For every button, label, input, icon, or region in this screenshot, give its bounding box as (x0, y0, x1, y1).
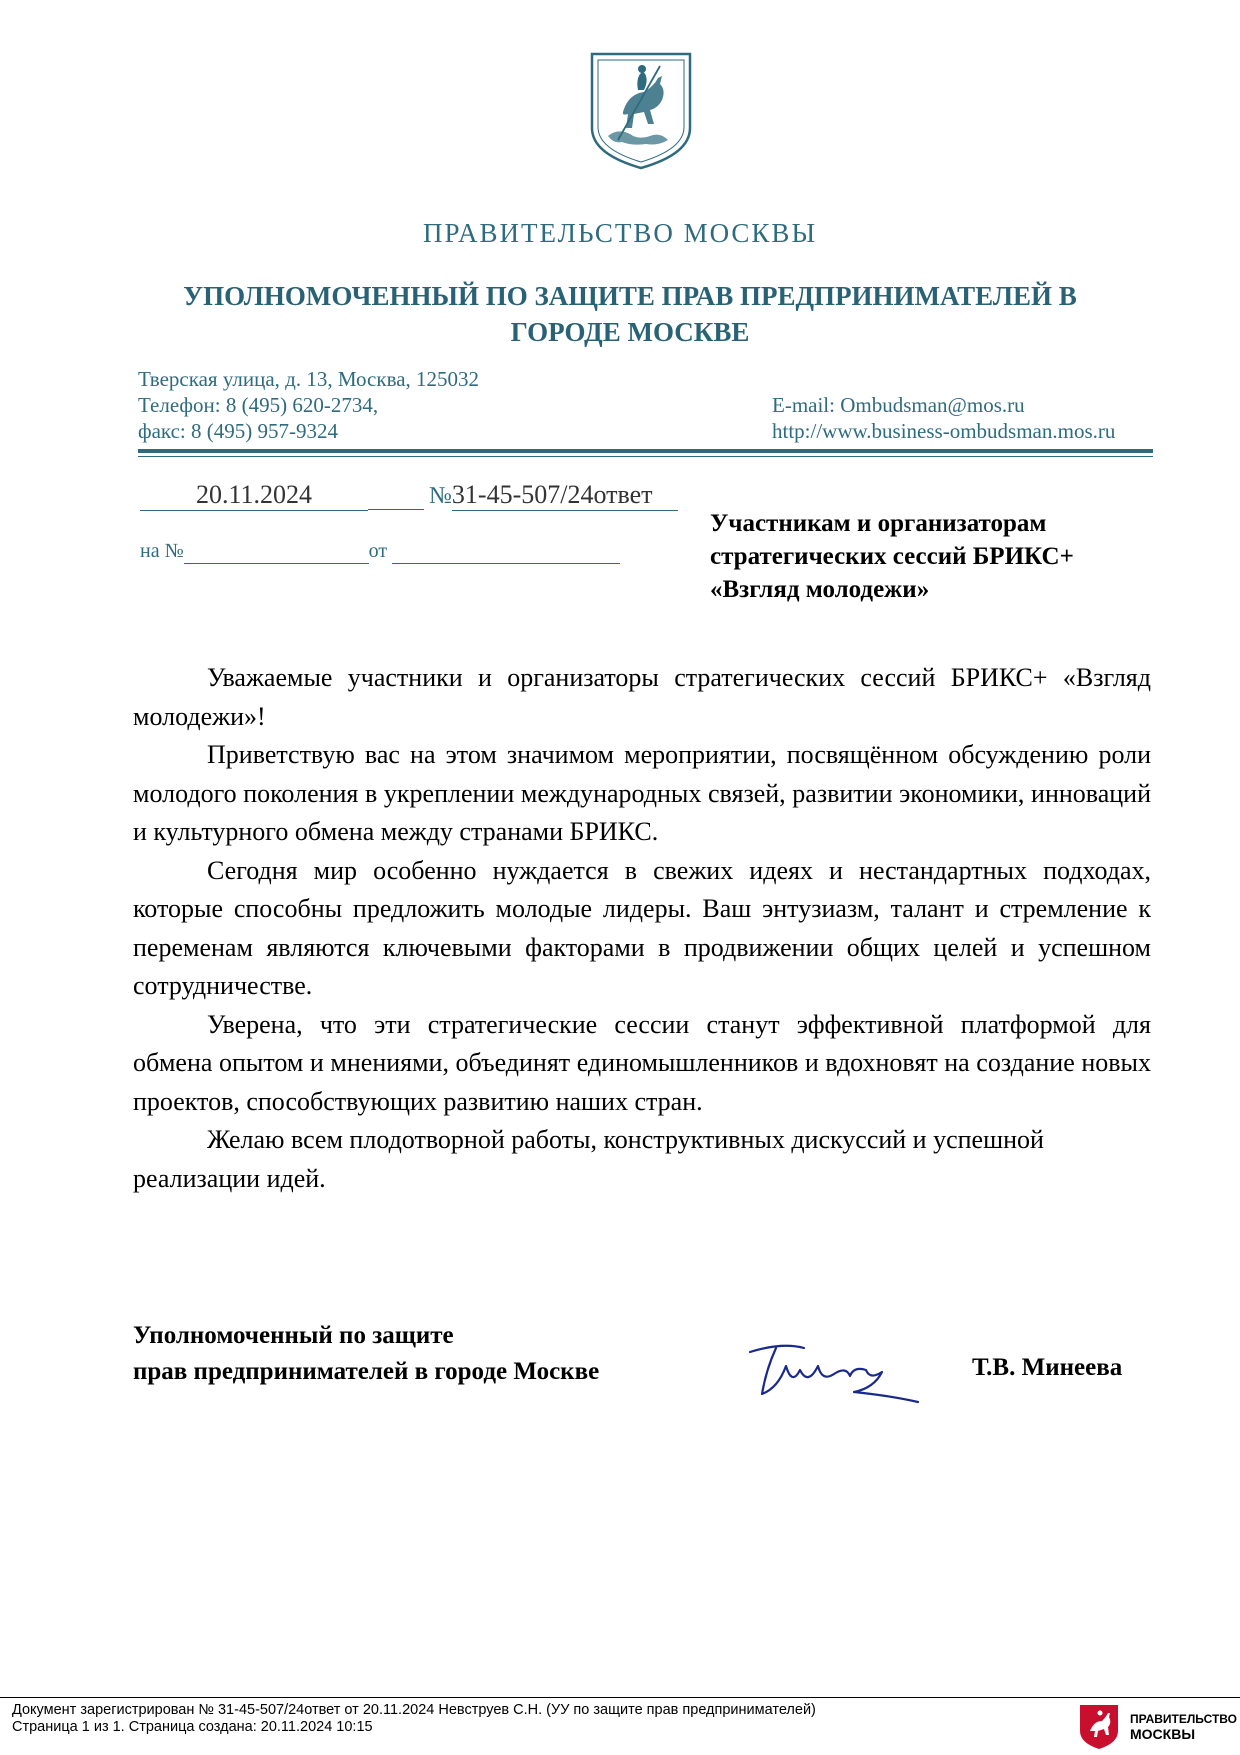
moscow-coat-of-arms-icon (588, 50, 694, 170)
from-label: от (368, 540, 388, 562)
organization-title: УПОЛНОМОЧЕННЫЙ ПО ЗАЩИТЕ ПРАВ ПРЕДПРИНИМАТЕЛЕЙ В ГОРОДЕ МОСКВЕ (183, 281, 1077, 347)
email[interactable]: E-mail: Ombudsman@mos.ru (772, 393, 1025, 417)
reply-to-label: на № (140, 540, 184, 562)
number-prefix: № (429, 483, 452, 509)
body-paragraph: Приветствую вас на этом значимом мероприятии, посвящённом обсуждению роли молодого поколения в укреплении международных связей, развитии экономики, инноваций и культурного обмена между странами БРИКС. (133, 740, 1151, 846)
reply-line (140, 540, 620, 564)
header-divider-thin (138, 456, 1153, 457)
footer-divider (0, 1697, 1240, 1698)
phone: Телефон: 8 (495) 620-2734, (138, 393, 379, 417)
signatory-name: Т.В. Минеева (972, 1354, 1123, 1381)
addressee-line: «Взгляд молодежи» (710, 576, 930, 603)
body-paragraph: Сегодня мир особенно нуждается в свежих идеях и нестандартных подходах, которые способны предложить молодые лидеры. Ваш энтузиазм, талант и стремление к переменам являются ключевыми факторами в продвижении общих целей и успешном сотрудничестве. (133, 855, 1151, 1000)
body-paragraph: Желаю всем плодотворной работы, конструктивных дискуссий и успешной реализации идей. (133, 1125, 1044, 1193)
position-line: прав предпринимателей в городе Москве (133, 1358, 600, 1385)
body-paragraph: Уважаемые участники и организаторы стратегических сессий БРИКС+ «Взгляд молодежи»! (133, 663, 1151, 731)
address: Тверская улица, д. 13, Москва, 125032 (138, 367, 480, 391)
addressee-line: стратегических сессий БРИКС+ (710, 543, 1074, 570)
footer-logo-text (1130, 1712, 1237, 1742)
logo-text-line: МОСКВЫ (1130, 1726, 1196, 1742)
fax: факс: 8 (495) 957-9324 (138, 419, 338, 443)
logo-text-line: ПРАВИТЕЛЬСТВО (1130, 1712, 1238, 1726)
registration-date: 20.11.2024 (195, 480, 313, 509)
footer-registration-info (12, 1702, 816, 1736)
government-title: ПРАВИТЕЛЬСТВО МОСКВЫ (422, 218, 817, 248)
addressee (710, 507, 1074, 606)
addressee-line: Участникам и организаторам (710, 510, 1047, 537)
body-paragraph: Уверена, что эти стратегические сессии станут эффективной платформой для обмена опытом и мнениями, объединят единомышленников и вдохновят на создание новых проектов, способствующих развитию наших стран. (133, 1009, 1151, 1116)
letter-body (133, 659, 1151, 1198)
registration-number: 31-45-507/24ответ (451, 480, 653, 509)
footer-line: Страница 1 из 1. Страница создана: 20.11.2024 10:15 (12, 1719, 373, 1735)
signatory-position (133, 1318, 599, 1390)
footer-line: Документ зарегистрирован № 31-45-507/24ответ от 20.11.2024 Невструев С.Н. (УУ по защите прав предпринимателей) (12, 1702, 816, 1718)
registration-line (140, 480, 678, 511)
position-line: Уполномоченный по защите (133, 1322, 454, 1349)
contact-left (138, 366, 479, 444)
header-divider-thick (138, 449, 1153, 453)
handwritten-signature (742, 1336, 920, 1406)
website-link[interactable]: http://www.business-ombudsman.mos.ru (772, 419, 1116, 443)
moscow-government-logo-icon (1074, 1701, 1124, 1751)
